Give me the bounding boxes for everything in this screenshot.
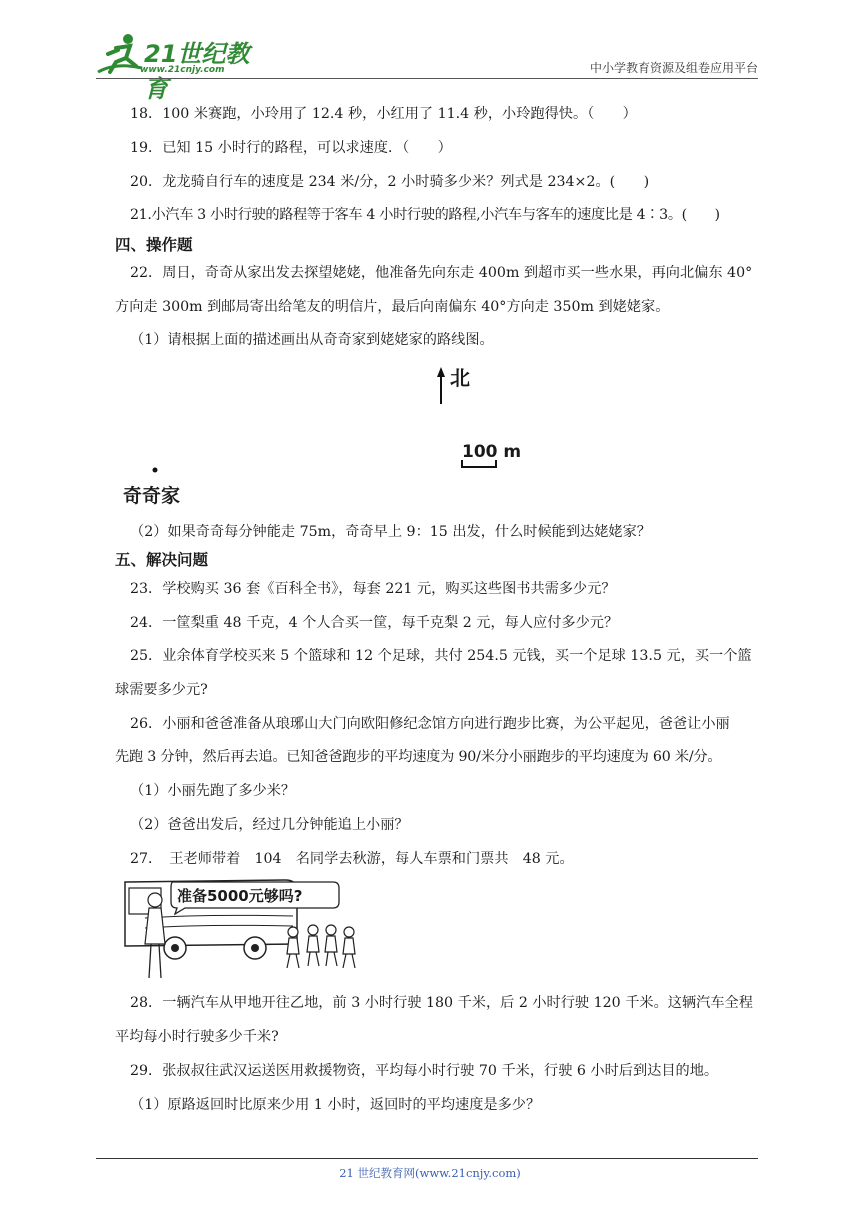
- section-heading-solve: 五、解决问题: [115, 551, 209, 569]
- question-28-line-1: 28．一辆汽车从甲地开往乙地，前 3 小时行驶 180 千米，后 2 小时行驶 120 千米。这辆汽车全程: [130, 995, 753, 1011]
- question-29-part-1: （1）原路返回时比原来少用 1 小时，返回时的平均速度是多少？: [130, 1097, 541, 1113]
- question-20: 20．龙龙骑自行车的速度是 234 米/分，2 小时骑多少米？列式是 234×2。( ): [130, 174, 650, 190]
- question-26-line-2: 先跑 3 分钟，然后再去追。已知爸爸跑步的平均速度为 90/米分小丽跑步的平均速度为 60 米/分。: [115, 749, 722, 765]
- logo-text: 21世纪教育: [144, 40, 250, 103]
- question-22-part-2: （2）如果奇奇每分钟能走 75m，奇奇早上 9：15 出发，什么时候能到达姥姥家？: [130, 524, 651, 540]
- question-18: 18．100 米赛跑，小玲用了 12.4 秒，小红用了 11.4 秒，小玲跑得快。（ ）: [130, 106, 637, 122]
- scale-label: 100 m: [462, 442, 522, 462]
- question-28-line-2: 平均每小时行驶多少千米?: [115, 1029, 279, 1045]
- question-22-part-1: （1）请根据上面的描述画出从奇奇家到姥姥家的路线图。: [130, 332, 494, 348]
- runner-logo-icon: [96, 32, 146, 78]
- question-29-line-1: 29．张叔叔往武汉运送医用救援物资，平均每小时行驶 70 千米，行驶 6 小时后到达目的地。: [130, 1063, 719, 1079]
- question-26-line-1: 26．小丽和爸爸准备从琅琊山大门向欧阳修纪念馆方向进行跑步比赛，为公平起见，爸爸让小丽: [130, 716, 730, 732]
- question-21: 21.小汽车 3 小时行驶的路程等于客车 4 小时行驶的路程,小汽车与客车的速度比是 4∶3。( ): [130, 207, 720, 223]
- page-footer: 21 世纪教育网(www.21cnjy.com): [339, 1166, 521, 1180]
- footer-divider: [96, 1158, 758, 1159]
- question-22-line-1: 22．周日，奇奇从家出发去探望姥姥，他准备先向东走 400m 到超市买一些水果，再向北偏东 40°: [130, 265, 753, 281]
- site-logo: [96, 32, 266, 103]
- header-divider: [96, 78, 758, 79]
- section-heading-operation: 四、操作题: [115, 236, 193, 254]
- question-26-part-2: （2）爸爸出发后，经过几分钟能追上小丽？: [130, 817, 409, 833]
- home-label: 奇奇家: [123, 485, 181, 507]
- north-label: 北: [450, 366, 470, 390]
- speech-bubble-text: 准备5000元够吗?: [177, 887, 303, 905]
- question-26-part-1: （1）小丽先跑了多少米？: [130, 783, 296, 799]
- question-19: 19．已知 15 小时行的路程，可以求速度．（ ）: [130, 140, 452, 156]
- header-slogan: 中小学教育资源及组卷应用平台: [589, 61, 758, 75]
- route-map-figure: [115, 357, 535, 507]
- logo-url: www.21cnjy.com: [140, 65, 225, 75]
- question-27: 27． 王老师带着 104 名同学去秋游，每人车票和门票共 48 元。: [130, 851, 574, 867]
- question-25-line-2: 球需要多少元?: [115, 682, 208, 698]
- question-24: 24．一筐梨重 48 千克，4 个人合买一筐，每千克梨 2 元，每人应付多少元？: [130, 615, 619, 631]
- question-25-line-1: 25．业余体育学校买来 5 个篮球和 12 个足球，共付 254.5 元钱，买一个足球 13.5 元，买一个篮: [130, 648, 752, 664]
- bus-illustration: [115, 874, 375, 986]
- question-22-line-2: 方向走 300m 到邮局寄出给笔友的明信片，最后向南偏东 40°方向走 350m 到姥姥家。: [115, 299, 670, 315]
- question-23: 23．学校购买 36 套《百科全书》，每套 221 元，购买这些图书共需多少元？: [130, 581, 616, 597]
- page-header: [96, 28, 758, 103]
